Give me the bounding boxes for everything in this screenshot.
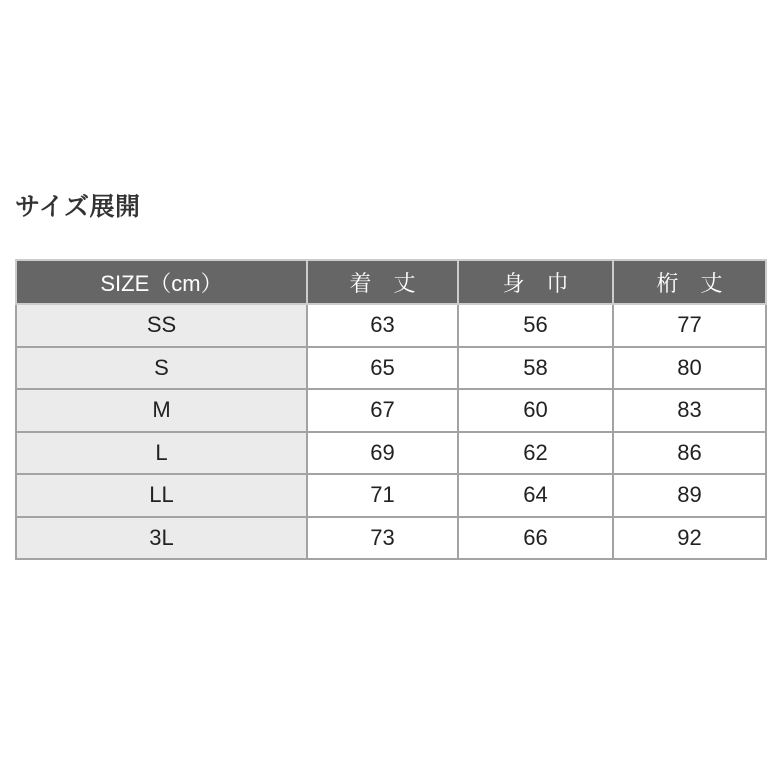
table-row	[16, 304, 766, 347]
table-row	[16, 389, 766, 432]
table-header-row	[16, 260, 766, 304]
header-body-length: 着 丈	[307, 260, 458, 304]
value-cell: 77	[613, 304, 766, 347]
value-cell: 73	[307, 517, 458, 560]
size-table	[15, 259, 767, 560]
header-size: SIZE（cm）	[16, 260, 307, 304]
value-cell: 69	[307, 432, 458, 475]
table-row	[16, 517, 766, 560]
value-cell: 83	[613, 389, 766, 432]
header-body-width: 身 巾	[458, 260, 613, 304]
value-cell: 80	[613, 347, 766, 390]
value-cell: 60	[458, 389, 613, 432]
size-label-cell: M	[16, 389, 307, 432]
header-sleeve-length: 桁 丈	[613, 260, 766, 304]
value-cell: 86	[613, 432, 766, 475]
value-cell: 63	[307, 304, 458, 347]
size-label-cell: SS	[16, 304, 307, 347]
table-row	[16, 347, 766, 390]
size-label-cell: LL	[16, 474, 307, 517]
value-cell: 92	[613, 517, 766, 560]
value-cell: 71	[307, 474, 458, 517]
value-cell: 89	[613, 474, 766, 517]
table-row	[16, 474, 766, 517]
value-cell: 66	[458, 517, 613, 560]
value-cell: 65	[307, 347, 458, 390]
table-row	[16, 432, 766, 475]
value-cell: 58	[458, 347, 613, 390]
value-cell: 56	[458, 304, 613, 347]
value-cell: 62	[458, 432, 613, 475]
size-label-cell: S	[16, 347, 307, 390]
value-cell: 64	[458, 474, 613, 517]
value-cell: 67	[307, 389, 458, 432]
size-label-cell: L	[16, 432, 307, 475]
section-title: サイズ展開	[15, 193, 141, 221]
size-label-cell: 3L	[16, 517, 307, 560]
